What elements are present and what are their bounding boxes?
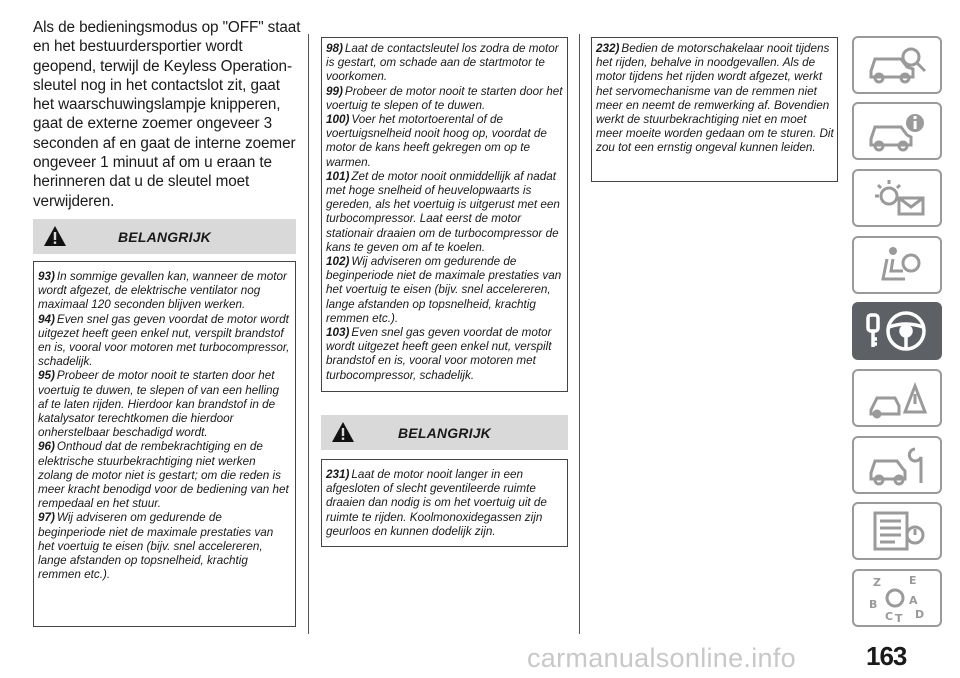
watermark: carmanualsonline.info	[527, 643, 796, 673]
road-warning-icon	[865, 376, 929, 420]
seat-airbag-icon	[865, 243, 929, 287]
warning-lights-envelope-icon	[865, 176, 929, 220]
svg-text:T: T	[895, 612, 903, 622]
svg-text:D: D	[915, 608, 925, 621]
note-item: 95) Probeer de motor nooit te starten door het voertuig te duwen, te slepen of van een helling af te laten rijden. Hierdoor kan brandstof in de katalysator terechtkomen die hierdoor onherstelbaar beschadigd wordt.	[38, 369, 280, 440]
tab-starting-driving[interactable]	[852, 302, 942, 360]
notes-box-col2	[321, 37, 568, 392]
warning-triangle-icon	[331, 421, 355, 448]
important-title-1: BELANGRIJK	[117, 228, 211, 245]
important-header-1	[33, 219, 296, 254]
note-item: 101) Zet de motor nooit onmiddellijk af nadat met hoge snelheid of heuvelopwaarts is gereden, als het voertuig is uitgerust met een turbocompressor. Laat eerst de motor stationair draaien om de turbocompressor de kans te geven om af te koelen.	[326, 169, 560, 254]
svg-text:C: C	[885, 610, 894, 622]
important-notes-box-1	[33, 261, 296, 627]
tab-road-warning[interactable]	[852, 369, 942, 427]
note-item: 102) Wij adviseren om gedurende de beginperiode niet de maximale prestaties van het voertuig te eisen (bijv. snel accelereren, lange afstanden op topsnelheid, krachtig remmen etc.).	[326, 255, 562, 325]
tab-car-magnifier[interactable]	[852, 36, 942, 94]
svg-text:E: E	[909, 574, 917, 587]
spec-list-icon	[865, 509, 929, 553]
tab-car-info[interactable]	[852, 102, 942, 160]
important-notes-box-2	[321, 459, 568, 547]
car-info-icon	[865, 109, 929, 153]
tab-car-wrench[interactable]	[852, 436, 942, 494]
tab-spec-list[interactable]	[852, 502, 942, 560]
note-item: 232) Bedien de motorschakelaar nooit tijdens het rijden, behalve in noodgevallen. Als de motor tijdens het rijden wordt afgezet, werkt het servomechanisme van de remmen niet meer en neemt de remwerking af. Bovendien werkt de stuurbekrachtiging niet en moet meer moeite worden gedaan om te sturen. Dit zou tot een ernstig ongeval kunnen leiden.	[596, 42, 834, 155]
note-item: 231) Laat de motor nooit langer in een afgesloten of slecht geventileerde ruimte draaien dan nodig is om het voertuig uit de ruimte te rijden. Koolmonoxidegassen zijn geurloos en kunnen dodelijk zijn.	[326, 468, 547, 538]
svg-text:Z: Z	[873, 576, 881, 589]
car-magnifier-icon	[865, 43, 929, 87]
note-item: 97) Wij adviseren om gedurende de beginperiode niet de maximale prestaties van het voertuig te eisen (bijv. snel accelereren, lange afstanden op topsnelheid, krachtig remmen etc.).	[38, 511, 274, 582]
column-divider	[579, 34, 580, 634]
tab-alphabet-index[interactable]	[852, 569, 942, 627]
note-item: 94) Even snel gas geven voordat de motor wordt uitgezet heeft geen enkel nut, verspilt brandstof en is, vooral voor motoren met turbocompressor, schadelijk.	[38, 312, 290, 369]
page-number: 163	[866, 641, 907, 671]
key-steering-wheel-icon	[862, 307, 932, 355]
important-header-2	[321, 415, 568, 450]
notes-box-col3	[591, 37, 838, 182]
car-wrench-icon	[865, 443, 929, 487]
note-item: 103) Even snel gas geven voordat de motor wordt uitgezet heeft geen enkel nut, verspilt brandstof en is, vooral voor motoren met turbocompressor, schadelijk.	[326, 326, 552, 382]
alphabet-index-icon	[865, 574, 929, 622]
note-item: 93) In sommige gevallen kan, wanneer de motor wordt afgezet, de elektrische ventilator nog maximaal 120 seconden blijven werken.	[38, 270, 287, 312]
warning-triangle-icon	[43, 225, 67, 252]
svg-text:B: B	[869, 598, 878, 611]
tab-seat-airbag[interactable]	[852, 236, 942, 294]
tab-warning-lights[interactable]	[852, 169, 942, 227]
note-item: 98) Laat de contactsleutel los zodra de motor is gestart, om schade aan de startmotor te voorkomen.	[326, 42, 559, 84]
column-divider	[308, 34, 309, 634]
intro-paragraph: Als de bedieningsmodus op "OFF" staat en het bestuurdersportier wordt geopend, terwijl de Keyless Operation-sleutel nog in het contactslot zit, gaat het waarschuwingslampje knipperen, gaat de externe zoemer ongeveer 3 seconden af en gaat de interne zoemer ongeveer 1 minuut af om u eraan te herinneren dat u de sleutel moet verwijderen.	[33, 19, 301, 210]
note-item: 100) Voer het motortoerental of de voertuigsnelheid nooit hoog op, voordat de motor de kans heeft gekregen om op te warmen.	[326, 113, 547, 169]
note-item: 99) Probeer de motor nooit te starten door het voertuig te slepen of te duwen.	[326, 84, 563, 112]
note-item: 96) Onthoud dat de rembekrachtiging en de elektrische stuurbekrachtiging niet werken zolang de motor niet is gestart; om die reden is meer kracht benodigd voor de bediening van het rempedaal en het stuur.	[38, 440, 289, 511]
svg-text:A: A	[909, 594, 918, 607]
important-title-2: BELANGRIJK	[397, 424, 491, 441]
